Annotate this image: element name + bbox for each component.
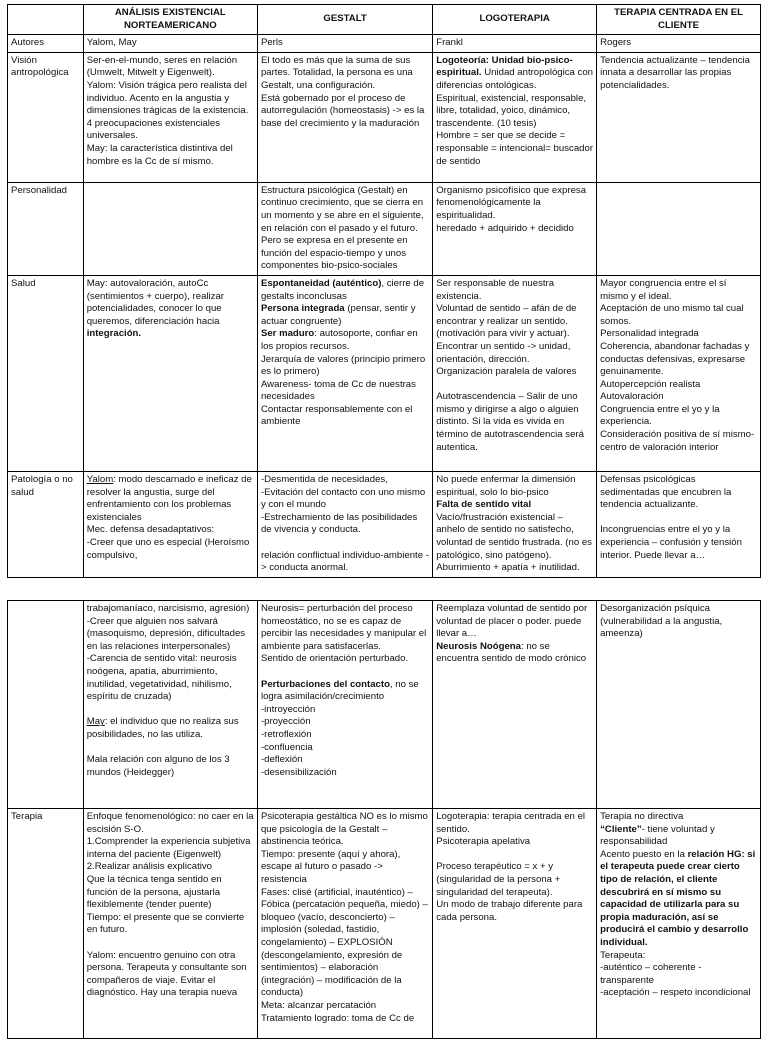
page-gap xyxy=(0,578,768,600)
text-line: Mec. defensa desadaptativos: xyxy=(86,524,215,536)
bold-text: Logoteoría: Unidad bio-psico-espiritual. xyxy=(436,54,573,79)
text-line: heredado + adquirido + decidido xyxy=(436,222,574,234)
text-line: Sentido de orientación perturbado. xyxy=(260,653,409,665)
cell-personalidad-lo xyxy=(433,182,597,275)
text-span: : autosoporte, confiar en los propios recursos. xyxy=(260,328,421,352)
text-line xyxy=(436,379,593,392)
row-label-terapia: Terapia xyxy=(8,809,84,1039)
underlined-text: May xyxy=(86,716,105,728)
text-line: -Creer que uno es especial (Heroísmo compulsivo, xyxy=(86,536,253,561)
text-line: May: la característica distintiva del hombre es la Cc de sí mismo. xyxy=(86,142,236,167)
text-line: Fases: clisé (artificial, inauténtico) – Fóbica (percatación pequeña, miedo) – bloqueo (vacío, desconcierto) – implosión (soledad, fastidio, congelamiento) – EXPLOSIÓN (descongelamiento, expresión de sentimientos) – elaboración (integración) – modificación de la conducta) xyxy=(260,886,431,999)
text-line xyxy=(436,54,596,93)
text-line: Autovaloración xyxy=(600,391,664,403)
text-line: -auténtico – coherente - transparente xyxy=(600,962,705,986)
header-row xyxy=(8,5,761,35)
text-line: Tiempo: el presente que se convierte en futuro. xyxy=(86,911,247,936)
text-line: Coherencia, abandonar fachadas y conductas defensivas, expresarse genuinamente. xyxy=(600,340,753,378)
text-line: Logoterapia: terapia centrada en el sentido. xyxy=(436,811,588,835)
text-line: Tendencia actualizante – tendencia innata a desarrollar las propias potencialidades. xyxy=(600,54,753,91)
text-line: -confluencia xyxy=(260,741,313,753)
cell-salud-lo xyxy=(433,275,597,471)
text-line: -Evitación del contacto con uno mismo y con el mundo xyxy=(260,486,428,511)
text-line: -Creer que alguien nos salvará (masoquismo, depresión, dificultades en las relaciones interpersonales) xyxy=(86,615,248,652)
row-terapia xyxy=(8,809,761,1039)
row-label-autores: Autores xyxy=(8,35,84,53)
cell-terapia-lo xyxy=(433,809,597,1039)
text-line: Psicoterapia apelativa xyxy=(436,836,531,848)
text-span: : el individuo que no realiza sus posibilidades, no las utiliza. xyxy=(86,716,242,740)
cell-personalidad-tc xyxy=(597,182,761,275)
text-line xyxy=(436,641,593,666)
text-line xyxy=(436,849,593,862)
text-line xyxy=(261,679,429,704)
text-line: -deflexión xyxy=(260,754,303,766)
row-patologia-continued xyxy=(8,601,761,809)
text-line: -introyección xyxy=(260,703,316,715)
text-line: Meta: alcanzar percatación xyxy=(260,999,377,1011)
text-line xyxy=(261,666,429,679)
bold-text: Neurosis Noógena xyxy=(436,640,521,652)
text-line: Psicoterapia gestáltica NO es lo mismo que psicología de la Gestalt – abstinencia teórica. xyxy=(260,811,431,848)
cell-vision-an xyxy=(83,52,257,182)
text-line: Organización paralela de valores xyxy=(436,366,577,378)
text-line xyxy=(261,303,429,328)
text-line: Organismo psicofísico que expresa fenomenológicamente la espiritualidad. xyxy=(436,184,589,221)
text-line: Autopercepción realista xyxy=(600,378,701,390)
row-salud xyxy=(8,275,761,471)
text-span: , no se logra asimilación/crecimiento xyxy=(260,678,422,703)
text-line: Ser responsable de nuestra existencia. xyxy=(436,277,557,302)
text-line: Incongruencias entre el yo y la experiencia – confusión y tensión interior. Puede llevar a… xyxy=(600,524,745,561)
cell-patologia-cont-lo xyxy=(433,601,597,809)
cell-vision-lo xyxy=(433,52,597,182)
text-line: Voluntad de sentido – afán de de encontrar y realizar un sentido. (motivación para vivir y actuar). xyxy=(436,303,580,340)
bold-text: “Cliente” xyxy=(600,823,642,835)
text-span: , cierre de gestalts inconclusas xyxy=(260,277,427,302)
comparison-table-page-2 xyxy=(7,600,761,1039)
text-line: Hombre = ser que se decide = responsable = intencional= buscador de sentido xyxy=(436,130,596,167)
cell-autores-lo: Frankl xyxy=(433,35,597,53)
bold-text: Perturbaciones del contacto xyxy=(260,678,390,690)
text-line: Un modo de trabajo diferente para cada persona. xyxy=(436,899,586,923)
text-line: Encontrar un sentido -> unidad, orientación, dirección. xyxy=(436,340,574,365)
text-line: Tiempo: presente (aquí y ahora), escape al futuro o pasado -> resistencia xyxy=(260,848,403,885)
cell-vision-tc xyxy=(597,52,761,182)
cell-personalidad-ge xyxy=(257,182,432,275)
cell-terapia-ge xyxy=(257,809,432,1039)
text-line xyxy=(600,824,757,849)
text-line xyxy=(261,278,429,303)
row-label-patologia: Patología o no salud xyxy=(8,471,84,577)
underlined-text: Yalom xyxy=(86,473,114,485)
text-line: Yalom: Visión trágica pero realista del individuo. Acento en la angustia y dimensiones trágicas de la existencia. xyxy=(86,79,250,117)
cell-patologia-ge xyxy=(257,471,432,577)
text-line xyxy=(600,512,757,525)
text-line: El todo es más que la suma de sus partes. Totalidad, la persona es una Gestalt, una configuración. xyxy=(260,54,416,91)
text-line: Terapeuta: xyxy=(600,949,646,961)
text-line xyxy=(261,328,429,353)
text-line: Que la técnica tenga sentido en función de la persona, ajustarla flexiblemente (tender puente) xyxy=(86,873,225,911)
cell-terapia-tc xyxy=(597,809,761,1039)
cell-vision-ge xyxy=(257,52,432,182)
text-line xyxy=(87,278,254,341)
text-line: Desorganización psíquica (vulnerabilidad a la angustia, ameenza) xyxy=(600,603,725,640)
text-line xyxy=(87,474,254,524)
text-line: Neurosis= perturbación del proceso homeostático, no se es capaz de percibir las necesidades y manipular el ambiente para satisfacerlas. xyxy=(260,603,429,652)
header-logoterapia: LOGOTERAPIA xyxy=(433,5,597,35)
text-line: Awareness- toma de Cc de nuestras necesidades xyxy=(260,378,419,403)
text-line: -Estrechamiento de las posibilidades de vivencia y conducta. xyxy=(260,511,420,536)
text-line: 1.Comprender la experiencia subjetiva interna del paciente (Eigenwelt) xyxy=(86,836,254,860)
text-span: Unidad antropológica con diferencias ontológicas. xyxy=(436,67,596,91)
text-line: Está gobernado por el proceso de autorregulación (homeostasis) -> es la base del crecimiento y la maduración xyxy=(260,92,428,129)
cell-autores-ge: Perls xyxy=(257,35,432,53)
cell-terapia-an xyxy=(83,809,257,1039)
text-line: 4 preocupaciones existenciales universales. xyxy=(86,117,223,142)
text-span: : modo descarnado e ineficaz de resolver la angustia, surge del enfrentamiento con los problemas existenciales xyxy=(86,473,255,523)
row-personalidad xyxy=(8,182,761,275)
text-line xyxy=(600,849,757,950)
text-line: Jerarquía de valores (principio primero es lo primero) xyxy=(260,353,428,378)
text-span: Acento puesto en la xyxy=(600,848,688,860)
text-line: Tratamiento logrado: toma de Cc de xyxy=(260,1012,415,1024)
bold-text: Falta de sentido vital xyxy=(436,499,532,511)
text-span: May: autovaloración, autoCc (sentimientos + cuerpo), realizar potencialidades, conocer lo que queremos, diferenciación hacia xyxy=(86,277,227,327)
text-line: 2.Realizar análisis explicativo xyxy=(86,861,213,873)
text-line: trabajomaníaco, narcisismo, agresión) xyxy=(86,603,250,614)
text-line xyxy=(87,742,254,755)
bold-text: integración. xyxy=(86,328,142,340)
text-line: -proyección xyxy=(260,716,311,728)
cell-personalidad-an xyxy=(83,182,257,275)
text-line: Congruencia entre el yo y la experiencia. xyxy=(600,403,723,428)
text-line: Autotrascendencia – Salir de uno mismo y dirigirse a algo o alguien distinto. Si la vida es vivida en término de autotrascendencia será autentica. xyxy=(436,391,587,453)
text-line: Reemplaza voluntad de sentido por voluntad de placer o poder. puede llevar a… xyxy=(436,603,590,640)
header-empty xyxy=(8,5,84,35)
text-line xyxy=(87,704,254,717)
text-line: Mayor congruencia entre el sí mismo y el ideal. xyxy=(600,277,730,302)
text-line: -Desmentida de necesidades, xyxy=(260,473,388,485)
cell-salud-tc xyxy=(597,275,761,471)
header-terapia-centrada: TERAPIA CENTRADA EN EL CLIENTE xyxy=(597,5,761,35)
cell-patologia-cont-an xyxy=(83,601,257,809)
text-line: -retroflexión xyxy=(260,728,312,740)
row-label-vision: Visión antropológica xyxy=(8,52,84,182)
bold-text: relación HG: si el terapeuta puede crear cierto tipo de relación, el cliente descubrirá en sí mismo su capacidad de utilizarla para su propia maduración, así se producirá el cambio y desarrollo individual. xyxy=(600,848,758,948)
text-line: Estructura psicológica (Gestalt) en continuo crecimiento, que se cierra en un momento y se abre en el siguiente, en relación con el pasado y el futuro. Pero se expresa en el presente en función del espacio-tiempo y unos componentes bio-psico-sociales xyxy=(260,184,427,272)
text-line xyxy=(87,716,254,741)
cell-salud-ge xyxy=(257,275,432,471)
header-gestalt: GESTALT xyxy=(257,5,432,35)
cell-patologia-an xyxy=(83,471,257,577)
document-page-2 xyxy=(0,600,768,1024)
cell-patologia-cont-ge xyxy=(257,601,432,809)
text-line: -Carencia de sentido vital: neurosis noógena, apatía, aburrimiento, inutilidad, vegetatividad, nihilismo, espíritu de cruzada) xyxy=(86,653,240,703)
text-line: Personalidad integrada xyxy=(600,328,699,340)
text-line: Terapia no directiva xyxy=(600,811,684,822)
text-line: Aceptación de uno mismo tal cual somos. xyxy=(600,303,747,327)
cell-patologia-lo xyxy=(433,471,597,577)
text-line: Aburrimiento + apatía + inutilidad. xyxy=(436,562,580,574)
cell-autores-tc: Rogers xyxy=(597,35,761,53)
text-line: No puede enfermar la dimensión espiritual, solo lo bio-psico xyxy=(436,473,579,498)
text-line xyxy=(261,537,429,550)
text-span: (pensar, sentir y actuar congruente) xyxy=(260,303,419,327)
text-line: Yalom: encuentro genuino con otra persona. Terapeuta y consultante son compañeros de viaje. Evitar el diagnóstico. Hay una terapia nueva xyxy=(86,949,250,999)
text-line: Proceso terapéutico = x + y (singularidad de la persona + singularidad del terapeuta). xyxy=(436,861,563,898)
cell-patologia-cont-tc xyxy=(597,601,761,809)
bold-text: Ser maduro xyxy=(260,328,315,340)
text-line: -aceptación – respeto incondicional xyxy=(600,987,751,999)
text-line: relación conflictual individuo-ambiente -> conducta anormal. xyxy=(260,549,429,574)
row-vision xyxy=(8,52,761,182)
cell-salud-an xyxy=(83,275,257,471)
text-line: Enfoque fenomenológico: no caer en la escisión S-O. xyxy=(86,811,257,835)
cell-patologia-tc xyxy=(597,471,761,577)
row-patologia xyxy=(8,471,761,577)
cell-autores-an: Yalom, May xyxy=(83,35,257,53)
text-span: - tiene voluntad y responsabilidad xyxy=(600,823,718,848)
row-label-salud: Salud xyxy=(8,275,84,471)
text-line: Vacío/frustración existencial – anhelo de sentido no satisfecho, voluntad de sentido frustrada. (no es patológico, sino patógeno). xyxy=(436,511,595,561)
text-line: Contactar responsablemente con el ambiente xyxy=(260,403,416,428)
comparison-table-page-1 xyxy=(7,4,761,578)
row-label-personalidad: Personalidad xyxy=(8,182,84,275)
text-line: Espiritual, existencial, responsable, libre, totalidad, yoico, dinámico, trascendente. (10 tesis) xyxy=(436,92,589,129)
text-line xyxy=(87,937,254,950)
text-line: Mala relación con alguno de los 3 mundos (Heidegger) xyxy=(86,754,233,778)
bold-text: Persona integrada xyxy=(260,303,345,315)
row-autores xyxy=(8,35,761,53)
text-line: Ser-en-el-mundo, seres en relación (Umwelt, Mitwelt y Eigenwelt). xyxy=(86,54,240,79)
text-line: Defensas psicológicas sedimentadas que encubren la tendencia actualizante. xyxy=(600,473,734,511)
text-line: -desensibilización xyxy=(260,766,337,778)
header-analisis-existencial: ANÁLISIS EXISTENCIAL NORTEAMERICANO xyxy=(83,5,257,35)
text-span: : no se encuentra sentido de modo crónico xyxy=(436,640,587,665)
text-line: Consideración positiva de sí mismo- centro de valoración interior xyxy=(600,429,757,453)
row-label-empty xyxy=(8,601,84,809)
bold-text: Espontaneidad (auténtico) xyxy=(260,277,382,289)
